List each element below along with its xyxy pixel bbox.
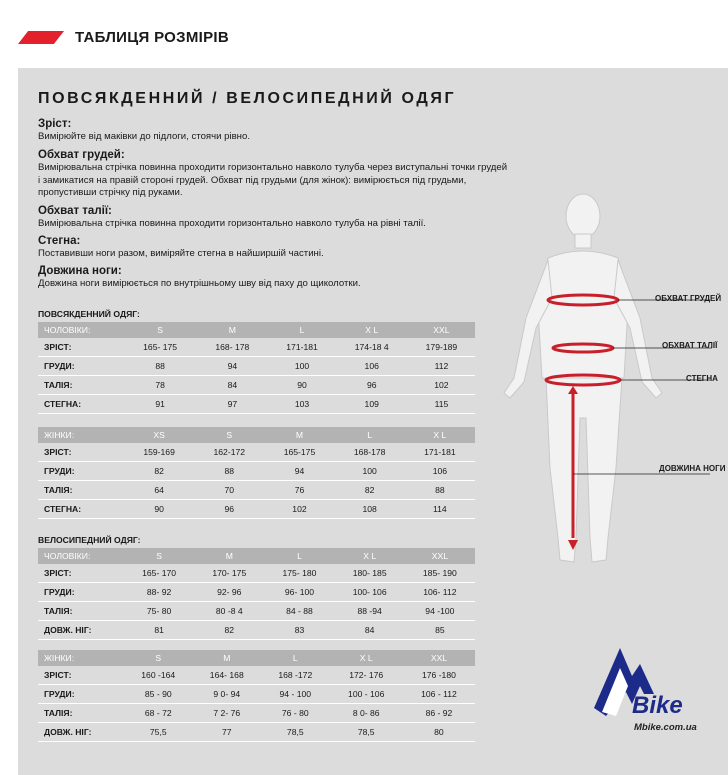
table-cell: 80 -8 4 (194, 602, 264, 621)
table-group-label: ЖІНКИ: (38, 427, 124, 443)
table-cell: 165- 175 (124, 338, 196, 357)
table-cell: 165- 170 (124, 564, 194, 583)
size-header: L (268, 322, 335, 338)
section-text: Вимірюйте від маківки до підлоги, стоячи рівно. (38, 131, 250, 142)
section-waist (38, 204, 508, 231)
table-cell: 106- 112 (405, 583, 475, 602)
cycling-women-table (38, 650, 475, 742)
table-row (38, 376, 475, 395)
table-group-label: ЧОЛОВІКИ: (38, 548, 124, 564)
table-cell: 92- 96 (194, 583, 264, 602)
size-header: M (264, 427, 334, 443)
section-text: Довжина ноги вимірюється по внутрішньому шву від паху до щиколотки. (38, 278, 361, 289)
table-cell: 88 -94 (335, 602, 405, 621)
table-group-label: ЧОЛОВІКИ: (38, 322, 124, 338)
cycling-group-title: ВЕЛОСИПЕДНИЙ ОДЯГ: (38, 535, 141, 545)
table-cell: 106 (405, 462, 475, 481)
table-cell: 94 - 100 (261, 685, 330, 704)
table-cell: 90 (268, 376, 335, 395)
size-header: XXL (405, 548, 475, 564)
row-label: ЗРІСТ: (38, 564, 124, 583)
table-cell: 172- 176 (330, 666, 403, 685)
table-header-row (38, 650, 475, 666)
row-label: ТАЛІЯ: (38, 481, 124, 500)
table-cell: 84 - 88 (264, 602, 334, 621)
casual-women-table (38, 427, 475, 519)
size-header: S (194, 427, 264, 443)
table-cell: 76 - 80 (261, 704, 330, 723)
logo-wordmark: Bike (632, 692, 683, 719)
label-waist: ОБХВАТ ТАЛІЇ (662, 341, 718, 350)
row-label: ДОВЖ. НІГ: (38, 621, 124, 640)
size-header: L (264, 548, 334, 564)
table-cell: 97 (196, 395, 268, 414)
size-header: M (194, 548, 264, 564)
table-row (38, 583, 475, 602)
table-cell: 84 (196, 376, 268, 395)
table-cell: 165-175 (264, 443, 334, 462)
table-group-label: ЖІНКИ: (38, 650, 124, 666)
section-text: Вимірювальна стрічка повинна проходити горизонтально навколо тулуба на рівні талії. (38, 218, 426, 229)
table-row (38, 666, 475, 685)
row-label: ГРУДИ: (38, 685, 124, 704)
table-cell: 78,5 (330, 723, 403, 742)
table-cell: 164- 168 (193, 666, 262, 685)
table-cell: 108 (335, 500, 405, 519)
size-header: S (124, 548, 194, 564)
table-cell: 94 (196, 357, 268, 376)
table-cell: 75,5 (124, 723, 193, 742)
main-title: ПОВСЯКДЕННИЙ / ВЕЛОСИПЕДНИЙ ОДЯГ (38, 90, 457, 107)
table-cell: 102 (264, 500, 334, 519)
table-cell: 168-178 (335, 443, 405, 462)
table-row (38, 685, 475, 704)
table-cell: 75- 80 (124, 602, 194, 621)
label-leg: ДОВЖИНА НОГИ (659, 464, 726, 473)
row-label: СТЕГНА: (38, 395, 124, 414)
table-cell: 7 2- 76 (193, 704, 262, 723)
section-text: Поставивши ноги разом, виміряйте стегна в найширшій частині. (38, 248, 324, 259)
table-cell: 180- 185 (335, 564, 405, 583)
table-cell: 88 (194, 462, 264, 481)
table-cell: 174-18 4 (336, 338, 408, 357)
table-cell: 94 (264, 462, 334, 481)
table-cell: 90 (124, 500, 194, 519)
row-label: ДОВЖ. НІГ: (38, 723, 124, 742)
table-row (38, 357, 475, 376)
table-cell: 176 -180 (403, 666, 475, 685)
table-cell: 8 0- 86 (330, 704, 403, 723)
size-header: XS (124, 427, 194, 443)
table-cell: 96 (336, 376, 408, 395)
table-cell: 159-169 (124, 443, 194, 462)
size-header: X L (405, 427, 475, 443)
row-label: СТЕГНА: (38, 500, 124, 519)
table-cell: 179-189 (408, 338, 475, 357)
table-header-row (38, 427, 475, 443)
table-row (38, 443, 475, 462)
table-cell: 70 (194, 481, 264, 500)
table-row (38, 395, 475, 414)
table-cell: 162-172 (194, 443, 264, 462)
table-cell: 103 (268, 395, 335, 414)
table-cell: 77 (193, 723, 262, 742)
table-row (38, 500, 475, 519)
section-title: Стегна: (38, 235, 81, 247)
table-cell: 9 0- 94 (193, 685, 262, 704)
table-cell: 88- 92 (124, 583, 194, 602)
table-cell: 64 (124, 481, 194, 500)
row-label: ЗРІСТ: (38, 338, 124, 357)
table-cell: 81 (124, 621, 194, 640)
table-cell: 83 (264, 621, 334, 640)
table-cell: 84 (335, 621, 405, 640)
section-chest (38, 148, 508, 200)
size-header: M (196, 322, 268, 338)
table-cell: 115 (408, 395, 475, 414)
table-cell: 68 - 72 (124, 704, 193, 723)
table-cell: 88 (124, 357, 196, 376)
row-label: ТАЛІЯ: (38, 376, 124, 395)
header-accent-bar (18, 31, 64, 44)
table-cell: 82 (335, 481, 405, 500)
size-header: XXL (403, 650, 475, 666)
table-row (38, 338, 475, 357)
row-label: ЗРІСТ: (38, 666, 124, 685)
size-header: S (124, 650, 193, 666)
table-cell: 100 (335, 462, 405, 481)
row-label: ГРУДИ: (38, 583, 124, 602)
table-cell: 171-181 (405, 443, 475, 462)
row-label: ТАЛІЯ: (38, 704, 124, 723)
size-header: X L (335, 548, 405, 564)
table-header-row (38, 548, 475, 564)
table-cell: 168- 178 (196, 338, 268, 357)
page-header-title: ТАБЛИЦЯ РОЗМІРІВ (75, 29, 230, 46)
table-cell: 100- 106 (335, 583, 405, 602)
table-cell: 106 - 112 (403, 685, 475, 704)
table-cell: 100 (268, 357, 335, 376)
table-cell: 80 (403, 723, 475, 742)
section-leg (38, 264, 508, 291)
table-cell: 94 -100 (405, 602, 475, 621)
table-cell: 185- 190 (405, 564, 475, 583)
logo-url: Mbike.com.ua (634, 722, 697, 733)
table-row (38, 481, 475, 500)
size-header: L (261, 650, 330, 666)
table-cell: 85 - 90 (124, 685, 193, 704)
table-cell: 91 (124, 395, 196, 414)
table-cell: 106 (336, 357, 408, 376)
section-title: Довжина ноги: (38, 265, 122, 277)
table-cell: 78 (124, 376, 196, 395)
table-row (38, 723, 475, 742)
section-title: Обхват талії: (38, 205, 112, 217)
table-cell: 82 (194, 621, 264, 640)
size-header: X L (330, 650, 403, 666)
size-header: L (335, 427, 405, 443)
table-cell: 168 -172 (261, 666, 330, 685)
table-cell: 114 (405, 500, 475, 519)
table-cell: 100 - 106 (330, 685, 403, 704)
table-cell: 76 (264, 481, 334, 500)
table-row (38, 621, 475, 640)
table-cell: 86 - 92 (403, 704, 475, 723)
table-cell: 175- 180 (264, 564, 334, 583)
table-cell: 160 -164 (124, 666, 193, 685)
section-title: Зріст: (38, 118, 72, 130)
section-text: Вимірювальна стрічка повинна проходити горизонтально навколо тулуба через виступальні точки грудей і замикатися на правій стороні грудей. Обхват під грудьми (для жінок): вимірюється під грудьми, пропустивши стрічку під руками. (38, 162, 508, 198)
table-cell: 96- 100 (264, 583, 334, 602)
casual-men-table (38, 322, 475, 414)
label-chest: ОБХВАТ ГРУДЕЙ (655, 294, 722, 303)
label-hips: СТЕГНА (686, 374, 718, 383)
section-title: Обхват грудей: (38, 149, 125, 161)
section-hips (38, 234, 508, 261)
table-header-row (38, 322, 475, 338)
table-cell: 85 (405, 621, 475, 640)
table-cell: 88 (405, 481, 475, 500)
table-row (38, 564, 475, 583)
table-row (38, 704, 475, 723)
size-header: XXL (408, 322, 475, 338)
table-cell: 109 (336, 395, 408, 414)
cycling-men-table (38, 548, 475, 640)
row-label: ГРУДИ: (38, 462, 124, 481)
row-label: ТАЛІЯ: (38, 602, 124, 621)
size-header: S (124, 322, 196, 338)
section-height (38, 117, 508, 144)
table-cell: 96 (194, 500, 264, 519)
table-cell: 171-181 (268, 338, 335, 357)
table-cell: 78,5 (261, 723, 330, 742)
table-cell: 112 (408, 357, 475, 376)
table-cell: 170- 175 (194, 564, 264, 583)
table-cell: 102 (408, 376, 475, 395)
size-header: X L (336, 322, 408, 338)
row-label: ЗРІСТ: (38, 443, 124, 462)
row-label: ГРУДИ: (38, 357, 124, 376)
body-figure (496, 188, 728, 578)
table-row (38, 462, 475, 481)
casual-group-title: ПОВСЯКДЕННИЙ ОДЯГ: (38, 309, 140, 319)
table-cell: 82 (124, 462, 194, 481)
size-header: M (193, 650, 262, 666)
table-row (38, 602, 475, 621)
